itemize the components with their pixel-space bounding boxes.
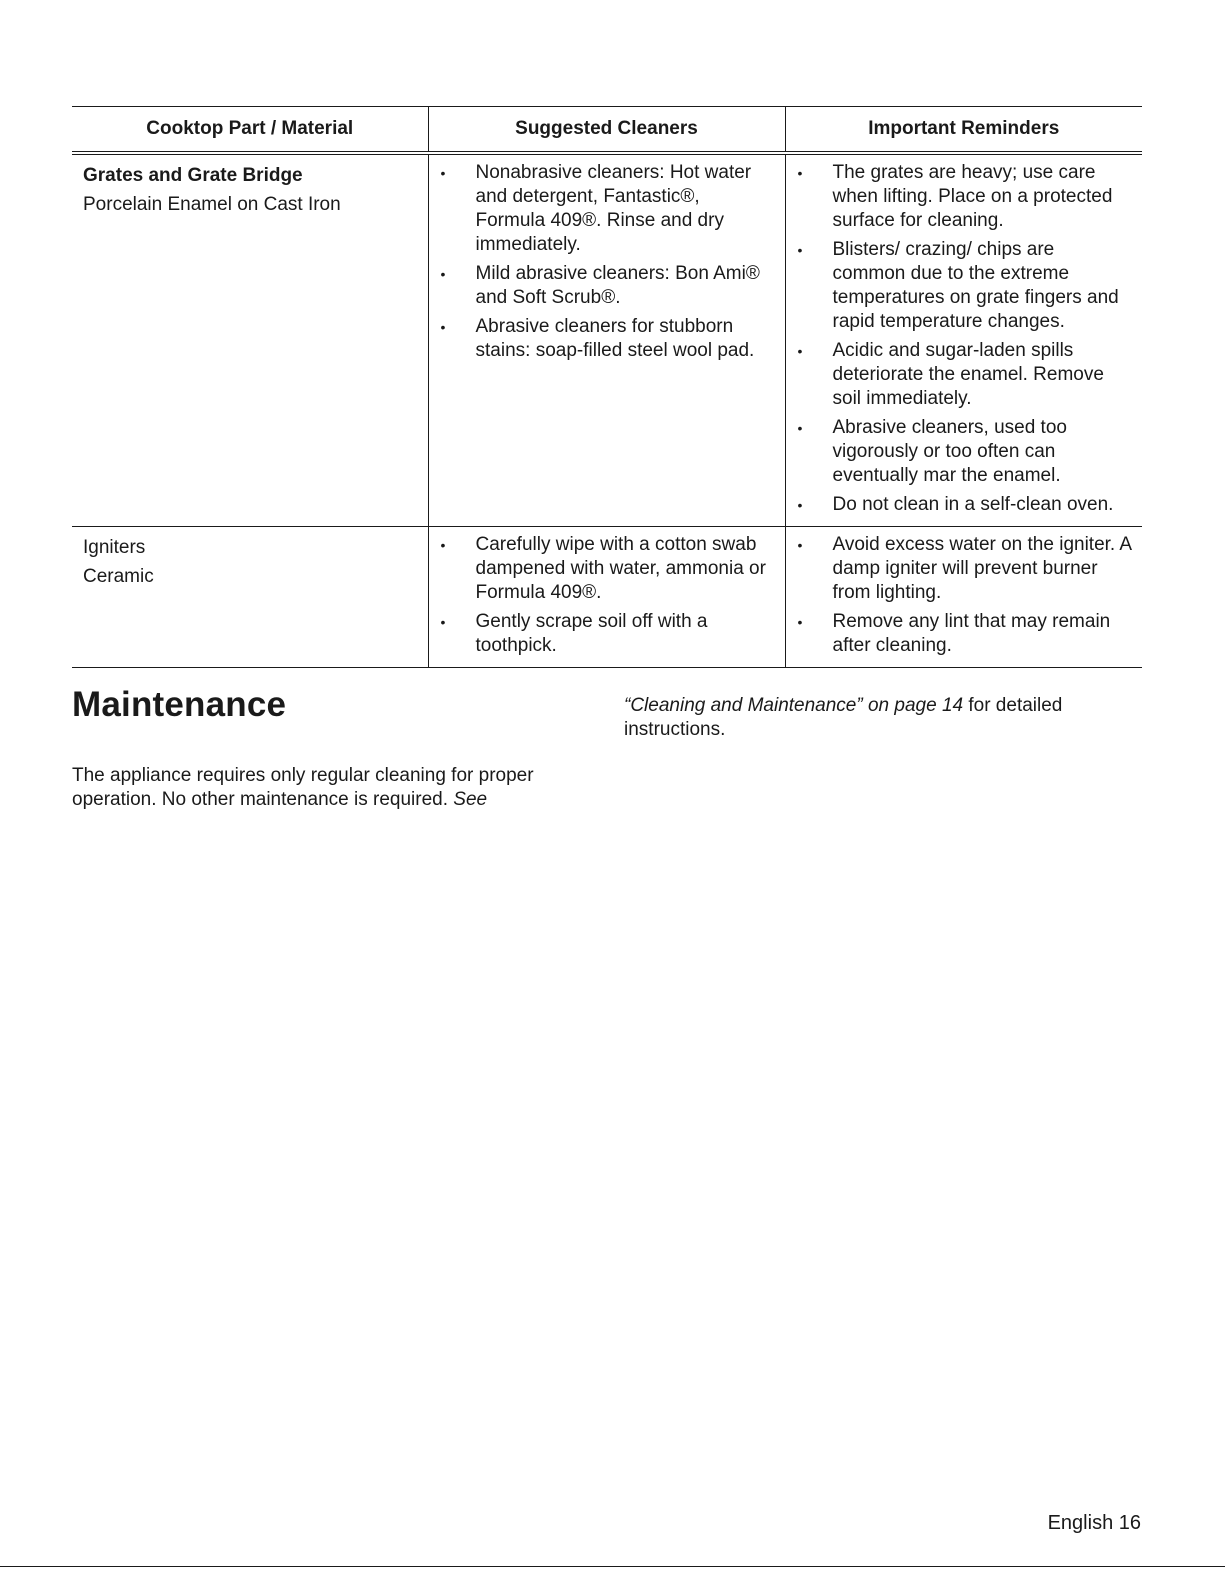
- reference-suffix: for detailed instructions.: [624, 694, 1063, 740]
- maintenance-section: [72, 682, 1142, 822]
- reminders-cell: [785, 526, 1142, 667]
- list-item: • Avoid excess water on the igniter. A damp igniter will prevent burner from lighting.: [797, 533, 1133, 605]
- bottom-divider: [0, 1566, 1225, 1567]
- part-cell: [72, 526, 428, 667]
- list-item: • Nonabrasive cleaners: Hot water and detergent, Fantastic®, Formula 409®. Rinse and dry immediately.: [440, 161, 775, 257]
- table-header-row: [72, 107, 1142, 154]
- maintenance-text: The appliance requires only regular cleaning for proper operation. No other maintenance is required.: [72, 764, 534, 810]
- header-suggested-cleaners: Suggested Cleaners: [428, 107, 785, 154]
- header-part-material: Cooktop Part / Material: [72, 107, 428, 154]
- list-item: • Remove any lint that may remain after cleaning.: [797, 610, 1133, 658]
- table-row: [72, 153, 1142, 526]
- section-title: Maintenance: [72, 684, 287, 724]
- list-item: • Abrasive cleaners for stubborn stains: soap-filled steel wool pad.: [440, 315, 775, 363]
- list-item: • The grates are heavy; use care when lifting. Place on a protected surface for cleaning.: [797, 161, 1133, 233]
- cleaners-list: [440, 161, 775, 363]
- maintenance-body: [72, 764, 572, 812]
- list-item: • Acidic and sugar-laden spills deteriorate the enamel. Remove soil immediately.: [797, 339, 1133, 411]
- part-material: Porcelain Enamel on Cast Iron: [83, 194, 341, 215]
- page-number: English 16: [1047, 1512, 1141, 1534]
- list-item: • Abrasive cleaners, used too vigorously or too often can eventually mar the enamel.: [797, 416, 1133, 488]
- manual-page: [72, 106, 1142, 822]
- part-name: Grates and Grate Bridge: [83, 165, 303, 186]
- cleaners-cell: [428, 526, 785, 667]
- cleaning-table: [72, 106, 1142, 668]
- cross-reference-link[interactable]: “Cleaning and Maintenance” on page 14: [624, 694, 964, 716]
- reminders-cell: [785, 153, 1142, 526]
- header-important-reminders: Important Reminders: [785, 107, 1142, 154]
- list-item: • Do not clean in a self-clean oven.: [797, 493, 1133, 517]
- reminders-list: [797, 161, 1133, 517]
- part-cell: [72, 153, 428, 526]
- list-item: • Carefully wipe with a cotton swab dampened with water, ammonia or Formula 409®.: [440, 533, 775, 605]
- table-row: [72, 526, 1142, 667]
- see-label: See: [453, 788, 488, 810]
- cleaners-cell: [428, 153, 785, 526]
- part-material: Ceramic: [83, 565, 154, 587]
- maintenance-left-column: [72, 682, 572, 812]
- maintenance-right-column: [624, 694, 1104, 742]
- list-item: • Gently scrape soil off with a toothpick.: [440, 610, 775, 658]
- cleaners-list: [440, 533, 775, 658]
- part-name: Igniters: [83, 536, 146, 558]
- list-item: • Blisters/ crazing/ chips are common due to the extreme temperatures on grate fingers and rapid temperature changes.: [797, 238, 1133, 334]
- reminders-list: [797, 533, 1133, 658]
- list-item: • Mild abrasive cleaners: Bon Ami® and Soft Scrub®.: [440, 262, 775, 310]
